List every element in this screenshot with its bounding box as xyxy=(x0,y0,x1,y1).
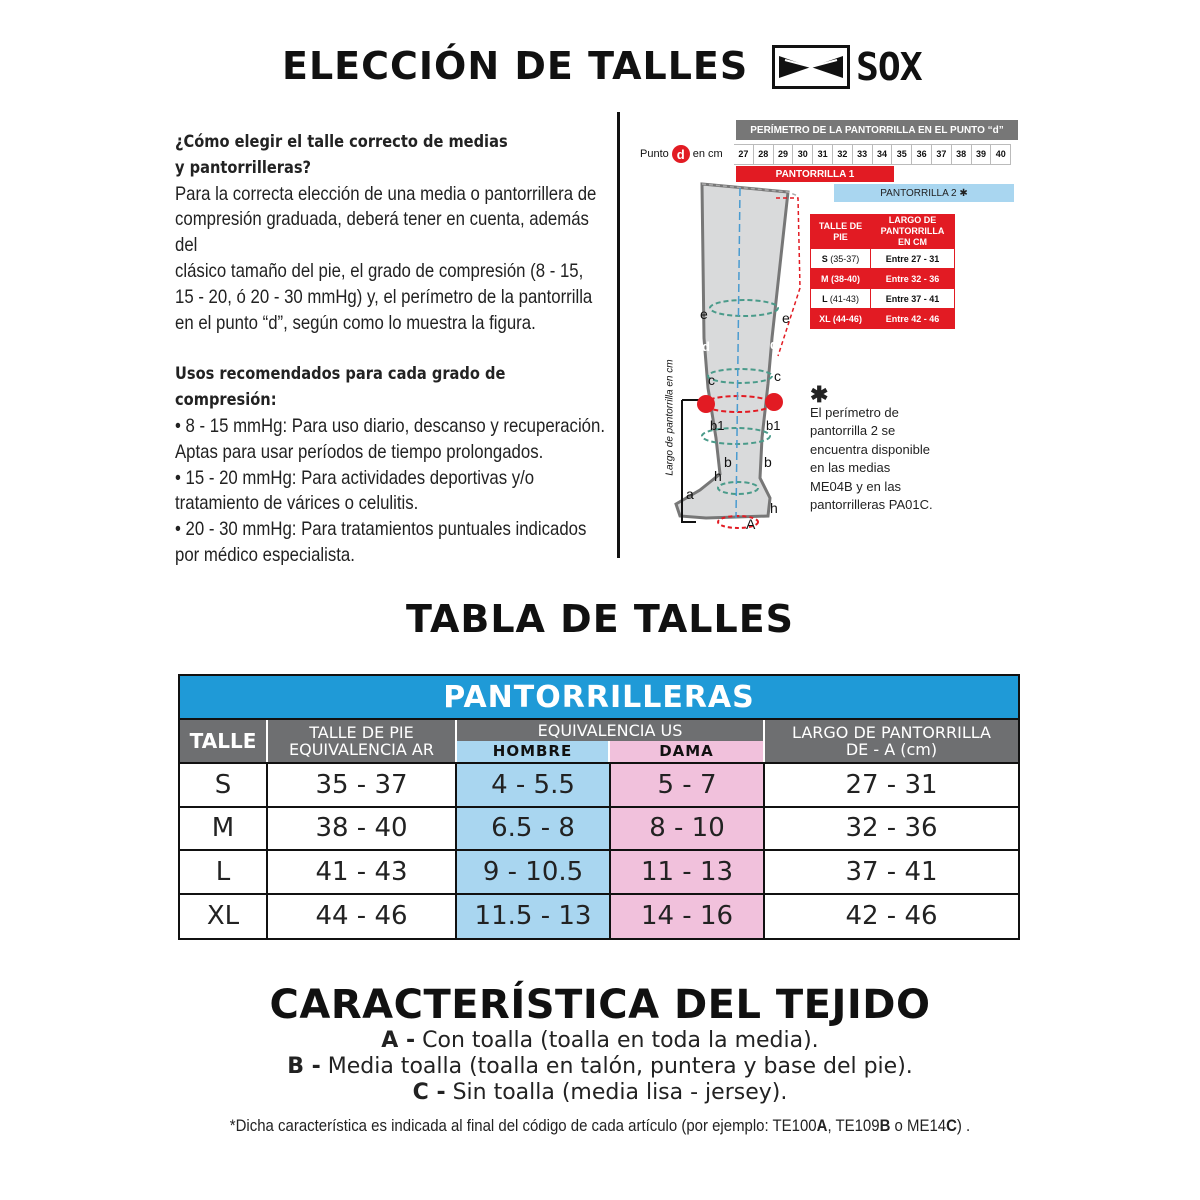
column-divider xyxy=(617,112,620,558)
punto-text: Punto xyxy=(640,148,669,160)
cell-hombre: 11.5 - 13 xyxy=(457,895,611,939)
point-label-c: c xyxy=(708,372,715,388)
point-label-b: b xyxy=(724,454,732,470)
calf-length-cell: Entre 32 - 36 xyxy=(871,269,955,289)
note-line: encuentra disponible xyxy=(810,441,930,457)
note-line: en las medias xyxy=(810,460,891,476)
note-line: El perímetro de xyxy=(810,405,899,420)
cell-dama: 11 - 13 xyxy=(611,851,765,893)
sox-logo-icon xyxy=(772,45,850,89)
col-header-pie: TALLE DE PIE EQUIVALENCIA AR xyxy=(268,720,457,762)
calf-length-cell: Entre 42 - 46 xyxy=(871,309,955,329)
calf-length-cell: Entre 37 - 41 xyxy=(871,289,955,309)
calf-size-table xyxy=(810,214,955,329)
note-line: pantorrilleras PA01C. xyxy=(810,497,933,513)
perimeter-title: PERÍMETRO DE LA PANTORRILLA EN EL PUNTO “d” xyxy=(736,120,1018,140)
cell-ar: 35 - 37 xyxy=(268,764,457,806)
point-label-b1-right: b1 xyxy=(766,418,781,433)
uses-line: tratamiento de várices o celulitis. xyxy=(175,492,419,515)
point-label-h: h xyxy=(714,468,722,484)
perimeter-value: 32 xyxy=(833,145,853,165)
perimeter-value: 36 xyxy=(912,145,932,165)
perimeter-values xyxy=(734,144,1011,165)
cell-hombre: 9 - 10.5 xyxy=(457,851,611,893)
table-row xyxy=(180,895,1018,939)
uses-line: • 15 - 20 mmHg: Para actividades deportivas y/o xyxy=(175,466,535,489)
perimeter-value: 38 xyxy=(952,145,972,165)
point-d-icon: d xyxy=(672,145,690,163)
perimeter-value: 29 xyxy=(774,145,794,165)
punto-unit: en cm xyxy=(692,148,723,160)
point-label-e-right: e xyxy=(782,310,790,326)
uses-line: por médico especialista. xyxy=(175,543,355,566)
cell-talle: XL xyxy=(180,895,268,939)
perimeter-value: 27 xyxy=(734,145,754,165)
cell-largo: 37 - 41 xyxy=(845,856,938,887)
table-row xyxy=(180,764,1018,808)
length-axis-label: Largo de pantorrilla en cm xyxy=(664,359,676,476)
cell-dama: 14 - 16 xyxy=(611,895,765,939)
intro-line: compresión graduada, deberá tener en cuenta, además del xyxy=(175,208,589,257)
col-header-dama: DAMA xyxy=(610,741,763,762)
brand-name: SOX xyxy=(856,45,922,89)
brand-logo xyxy=(772,44,922,90)
point-label-d-right: d xyxy=(770,337,778,352)
fabric-item-a: A - Con toalla (toalla en toda la media). xyxy=(381,1028,819,1053)
point-label-b1: b1 xyxy=(710,418,725,433)
point-label-a: a xyxy=(686,486,694,502)
cell-talle: L xyxy=(180,851,268,893)
fabric-item-c: C - Sin toalla (media lisa - jersey). xyxy=(412,1080,788,1105)
cell-ar: 41 - 43 xyxy=(268,851,457,893)
cell-hombre: 4 - 5.5 xyxy=(457,764,611,806)
cell-dama: 5 - 7 xyxy=(611,764,765,806)
cell-ar: 38 - 40 xyxy=(268,808,457,850)
calf-size-cell: M (38-40) xyxy=(811,269,871,289)
table-header-row xyxy=(180,720,1018,764)
uses-line: • 8 - 15 mmHg: Para uso diario, descanso y recuperación. xyxy=(175,414,605,437)
intro-question-2: y pantorrilleras? xyxy=(175,157,312,178)
perimeter-value: 34 xyxy=(873,145,893,165)
cell-talle: M xyxy=(180,808,268,850)
perimeter-value: 28 xyxy=(754,145,774,165)
perimeter-value: 33 xyxy=(853,145,873,165)
perimeter-value: 30 xyxy=(793,145,813,165)
calf-size-cell: S (35-37) xyxy=(811,249,871,269)
intro-line: 15 - 20, ó 20 - 30 mmHg) y, el perímetro de la pantorrilla xyxy=(175,285,593,308)
cell-largo: 32 - 36 xyxy=(845,813,938,844)
pantorrilla-2-note xyxy=(810,382,933,514)
point-label-h-right: h xyxy=(770,500,778,516)
calf-size-cell: L (41-43) xyxy=(811,289,871,309)
perimeter-value: 35 xyxy=(892,145,912,165)
uses-line: Aptas para usar períodos de tiempo prolongados. xyxy=(175,440,544,463)
intro-line: Para la correcta elección de una media o pantorrillera de xyxy=(175,182,597,205)
pantorrilla-2-bar: PANTORRILLA 2 ✱ xyxy=(834,184,1014,202)
point-label-b-right: b xyxy=(764,454,772,470)
us-label: EQUIVALENCIA US xyxy=(537,721,683,740)
perimeter-value: 39 xyxy=(972,145,992,165)
cell-dama: 8 - 10 xyxy=(611,808,765,850)
point-label-A: A xyxy=(746,516,756,532)
uses-title-2: compresión: xyxy=(175,390,277,411)
cell-talle: S xyxy=(180,764,268,806)
intro-line: en el punto “d”, según como lo muestra la figura. xyxy=(175,311,536,334)
fabric-title: CARACTERÍSTICA DEL TEJIDO xyxy=(269,982,931,1028)
calf-size-cell: XL (44-46) xyxy=(811,309,871,329)
punto-label xyxy=(640,145,734,163)
col-header-talle: TALLE xyxy=(180,720,268,762)
size-table-title: TABLA DE TALLES xyxy=(405,597,795,641)
asterisk-icon: ✱ xyxy=(810,382,829,407)
uses-title-1: Usos recomendados para cada grado de xyxy=(175,364,506,385)
page-title: ELECCIÓN DE TALLES xyxy=(282,44,749,88)
point-label-c-right: c xyxy=(774,368,781,384)
table-row xyxy=(180,808,1018,852)
size-table xyxy=(178,674,1020,940)
intro-text xyxy=(175,130,607,569)
intro-question-1: ¿Cómo elegir el talle correcto de medias xyxy=(175,132,508,152)
cell-largo: 42 - 46 xyxy=(845,901,938,932)
table-row xyxy=(180,851,1018,895)
note-line: ME04B y en las xyxy=(810,478,902,494)
point-label-e: e xyxy=(700,306,708,322)
perimeter-value: 31 xyxy=(813,145,833,165)
col-header-us xyxy=(457,720,765,762)
perimeter-value: 37 xyxy=(932,145,952,165)
perimeter-value: 40 xyxy=(991,145,1011,165)
fabric-footnote: *Dicha característica es indicada al final del código de cada artículo (por ejemplo: TE100A, TE109B o ME14C) . xyxy=(229,1116,971,1135)
largo-header: LARGO DE PANTORRILLA EN CM xyxy=(871,215,955,249)
table-heading: PANTORRILLERAS xyxy=(180,676,1018,720)
point-label-d: d xyxy=(702,339,710,354)
calf-length-cell: Entre 27 - 31 xyxy=(871,249,955,269)
pantorrilla-1-bar: PANTORRILLA 1 xyxy=(736,166,894,182)
talle-pie-header: TALLE DE PIE xyxy=(811,215,871,249)
cell-ar: 44 - 46 xyxy=(268,895,457,939)
calf-diagram xyxy=(640,120,1020,540)
uses-line: • 20 - 30 mmHg: Para tratamientos puntuales indicados xyxy=(175,518,587,541)
cell-hombre: 6.5 - 8 xyxy=(457,808,611,850)
intro-line: clásico tamaño del pie, el grado de compresión (8 - 15, xyxy=(175,259,584,282)
note-line: pantorrilla 2 se xyxy=(810,423,896,439)
col-header-largo: LARGO DE PANTORRILLA DE - A (cm) xyxy=(792,723,991,759)
col-header-hombre: HOMBRE xyxy=(457,741,610,762)
fabric-item-b: B - Media toalla (toalla en talón, puntera y base del pie). xyxy=(287,1054,913,1079)
perimeter-row xyxy=(640,144,1011,164)
cell-largo: 27 - 31 xyxy=(845,769,938,800)
